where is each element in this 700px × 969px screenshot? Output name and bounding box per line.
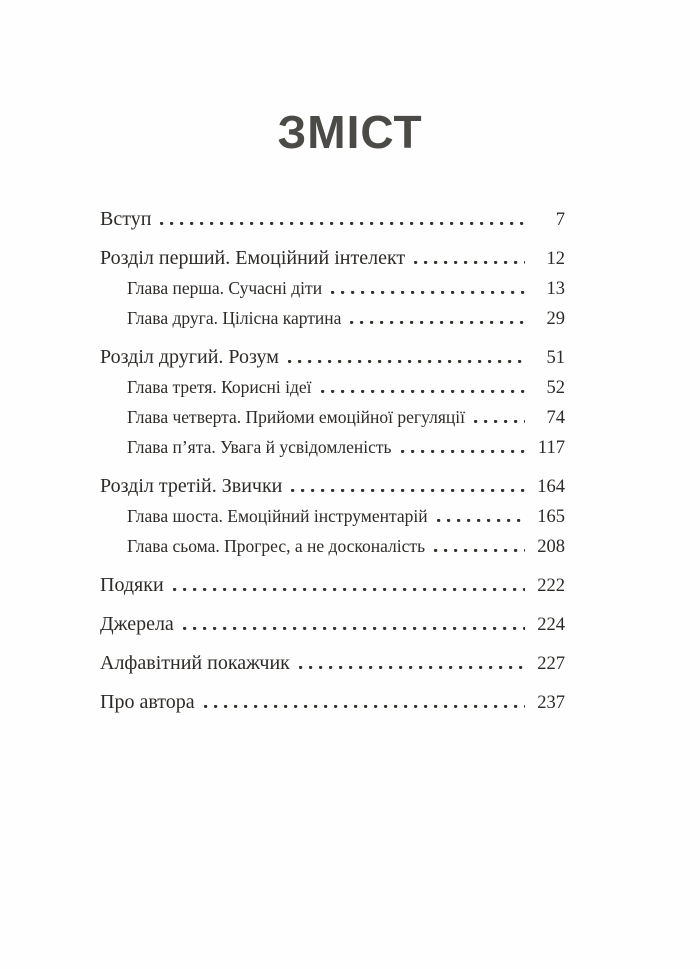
toc-entry-page-number: 74: [546, 408, 565, 428]
toc-entry: [100, 609, 565, 639]
toc-entry-label: Про автора: [100, 691, 195, 713]
toc-entry-page-number: 29: [546, 309, 565, 329]
toc-entry-page-number: 51: [546, 348, 565, 368]
toc-entry: [100, 273, 565, 303]
toc-list: [100, 204, 565, 717]
toc-entry-page-number: 208: [537, 537, 565, 557]
toc-entry-label: Глава четверта. Прийоми емоційної регуляції: [127, 407, 465, 427]
toc-entry-label: Глава перша. Сучасні діти: [127, 278, 323, 298]
toc-entry: [100, 204, 565, 234]
toc-entry-page-number: 117: [537, 438, 565, 458]
toc-entry: [100, 342, 565, 372]
toc-entry: [100, 570, 565, 600]
dot-leader: [288, 360, 525, 363]
toc-entry: [100, 531, 565, 561]
dot-leader: [350, 321, 525, 324]
dot-leader: [414, 261, 525, 264]
toc-entry: [100, 501, 565, 531]
toc-entry-page-number: 237: [537, 693, 565, 713]
dot-leader: [434, 549, 525, 552]
toc-entry-page-number: 165: [537, 507, 565, 527]
toc-entry-label: Розділ третій. Звички: [100, 475, 283, 497]
dot-leader: [299, 666, 525, 669]
toc-entry-label: Алфавітний покажчик: [100, 652, 290, 674]
dot-leader: [401, 450, 525, 453]
toc-entry-page-number: 227: [537, 654, 565, 674]
toc-entry-page-number: 164: [537, 477, 565, 497]
toc-entry-label: Глава шоста. Емоційний інструментарій: [127, 506, 428, 526]
toc-entry-label: Джерела: [100, 613, 174, 635]
toc-entry-page-number: 52: [546, 378, 565, 398]
toc-entry: [100, 303, 565, 333]
toc-entry: [100, 243, 565, 273]
toc-entry: [100, 648, 565, 678]
toc-entry: [100, 402, 565, 432]
toc-entry-label: Глава третя. Корисні ідеї: [127, 377, 312, 397]
toc-entry: [100, 471, 565, 501]
dot-leader: [183, 627, 525, 630]
toc-entry-label: Подяки: [100, 574, 164, 596]
toc-entry-label: Глава п’ята. Увага й усвідомленість: [127, 437, 392, 457]
toc-entry-label: Глава друга. Цілісна картина: [127, 308, 342, 328]
dot-leader: [331, 291, 525, 294]
dot-leader: [437, 519, 525, 522]
toc-entry: [100, 372, 565, 402]
toc-entry: [100, 432, 565, 462]
dot-leader: [474, 420, 525, 423]
toc-entry-label: Вступ: [100, 208, 152, 230]
dot-leader: [160, 222, 525, 225]
toc-entry-label: Розділ перший. Емоційний інтелект: [100, 247, 406, 269]
dot-leader: [173, 588, 525, 591]
toc-entry-page-number: 222: [537, 576, 565, 596]
toc-entry-page-number: 13: [546, 279, 565, 299]
page-title: ЗМІСТ: [277, 106, 423, 158]
dot-leader: [204, 705, 525, 708]
toc-entry-label: Розділ другий. Розум: [100, 346, 279, 368]
toc-entry-page-number: 224: [537, 615, 565, 635]
dot-leader: [291, 489, 525, 492]
dot-leader: [321, 390, 525, 393]
toc-entry: [100, 687, 565, 717]
toc-entry-page-number: 7: [555, 210, 565, 230]
toc-entry-page-number: 12: [546, 249, 565, 269]
toc-entry-label: Глава сьома. Прогрес, а не досконалість: [127, 536, 426, 556]
